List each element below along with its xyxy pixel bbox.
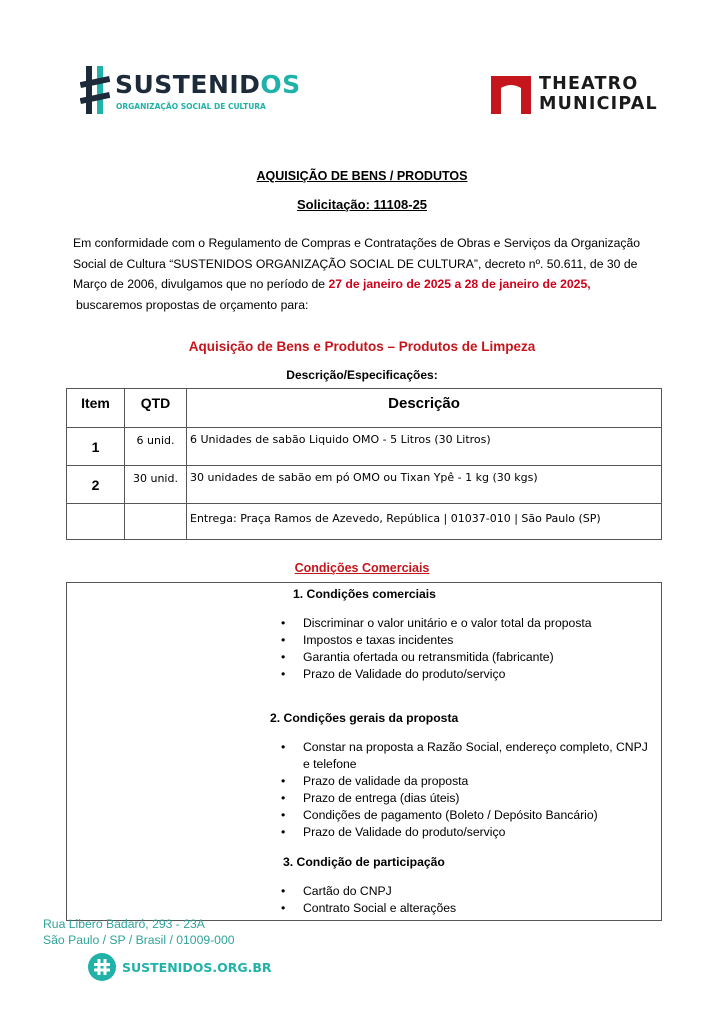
conditions-heading-1: 1. Condições comerciais	[293, 587, 436, 601]
theatro-municipal-logo	[489, 70, 659, 120]
table-row	[67, 504, 662, 540]
list-item: • Cartão do CNPJ	[303, 883, 653, 900]
intro-line: Social de Cultura “SUSTENIDOS ORGANIZAÇÃO SOCIAL DE CULTURA”, decreto nº. 50.611, de 30 de	[73, 256, 638, 271]
logo-line-2: MUNICIPAL	[539, 94, 658, 114]
conditions-heading-3: 3. Condição de participação	[283, 855, 445, 869]
items-table	[66, 388, 662, 540]
address-line: Rua Libero Badaró, 293 - 23A	[43, 917, 205, 931]
list-item: • Prazo de entrega (dias úteis)	[303, 790, 653, 807]
cell-qtd: 30 unid.	[125, 466, 187, 504]
hash-icon	[80, 64, 110, 116]
intro-line: Em conformidade com o Regulamento de Compras e Contratações de Obras e Serviços da Organização	[73, 236, 641, 250]
list-item: • Constar na proposta a Razão Social, endereço completo, CNPJ e telefone	[303, 739, 653, 773]
intro-paragraph	[73, 233, 673, 315]
address-line: São Paulo / SP / Brasil / 01009-000	[43, 933, 235, 947]
hash-circle-icon	[88, 953, 116, 981]
list-item: • Prazo de validade da proposta	[303, 773, 653, 790]
list-item: • Impostos e taxas incidentes	[303, 632, 653, 649]
intro-line: buscaremos propostas de orçamento para:	[76, 297, 309, 312]
header-qtd: QTD	[125, 389, 187, 428]
cell-qtd: 6 unid.	[125, 428, 187, 466]
list-item: • Prazo de Validade do produto/serviço	[303, 824, 653, 841]
website-link[interactable]	[88, 953, 272, 981]
header-description: Descrição	[187, 389, 662, 428]
footer-address	[43, 916, 235, 948]
list-item: • Contrato Social e alterações	[303, 900, 653, 917]
brand-name: SUSTENIDOS	[115, 70, 301, 99]
document-title: AQUISIÇÃO DE BENS / PRODUTOS	[256, 169, 468, 183]
table-row	[67, 428, 662, 466]
table-row	[67, 466, 662, 504]
list-item: • Condições de pagamento (Boleto / Depósito Bancário)	[303, 807, 653, 824]
cell-description: 6 Unidades de sabão Liquido OMO - 5 Litros (30 Litros)	[187, 428, 662, 466]
period-highlight: 27 de janeiro de 2025 a 28 de janeiro de 2025,	[328, 277, 591, 291]
website-text[interactable]: SUSTENIDOS.ORG.BR	[122, 960, 272, 975]
cell-delivery: Entrega: Praça Ramos de Azevedo, República | 01037-010 | São Paulo (SP)	[187, 504, 662, 540]
request-number: Solicitação: 11108-25	[296, 197, 428, 212]
conditions-heading-2: 2. Condições gerais da proposta	[270, 711, 459, 725]
intro-line: Março de 2006, divulgamos que no período de 27 de janeiro de 2025 a 28 de janeiro de 2025,	[73, 277, 591, 291]
sustenidos-logo	[80, 64, 301, 118]
conditions-list-3	[303, 883, 653, 917]
list-item: • Garantia ofertada ou retransmitida (fabricante)	[303, 649, 653, 666]
brand-subtitle: ORGANIZAÇÃO SOCIAL DE CULTURA	[116, 102, 266, 111]
table-header-row	[67, 389, 662, 428]
cell-item	[67, 504, 125, 540]
spec-label: Descrição/Especificações:	[286, 368, 438, 382]
theatre-arch-icon	[489, 72, 533, 116]
cell-description: 30 unidades de sabão em pó OMO ou Tixan Ypê - 1 kg (30 kgs)	[187, 466, 662, 504]
cell-item: 1	[67, 428, 125, 466]
cell-qtd	[125, 504, 187, 540]
section-title: Aquisição de Bens e Produtos – Produtos de Limpeza	[188, 339, 536, 354]
conditions-box	[66, 582, 662, 921]
list-item: • Discriminar o valor unitário e o valor total da proposta	[303, 615, 653, 632]
conditions-list-2	[303, 739, 653, 841]
conditions-list-1	[303, 615, 653, 683]
list-item: • Prazo de Validade do produto/serviço	[303, 666, 653, 683]
cell-item: 2	[67, 466, 125, 504]
header-item: Item	[67, 389, 125, 428]
logo-line-1: THEATRO	[539, 74, 639, 94]
conditions-title: Condições Comerciais	[294, 561, 430, 575]
